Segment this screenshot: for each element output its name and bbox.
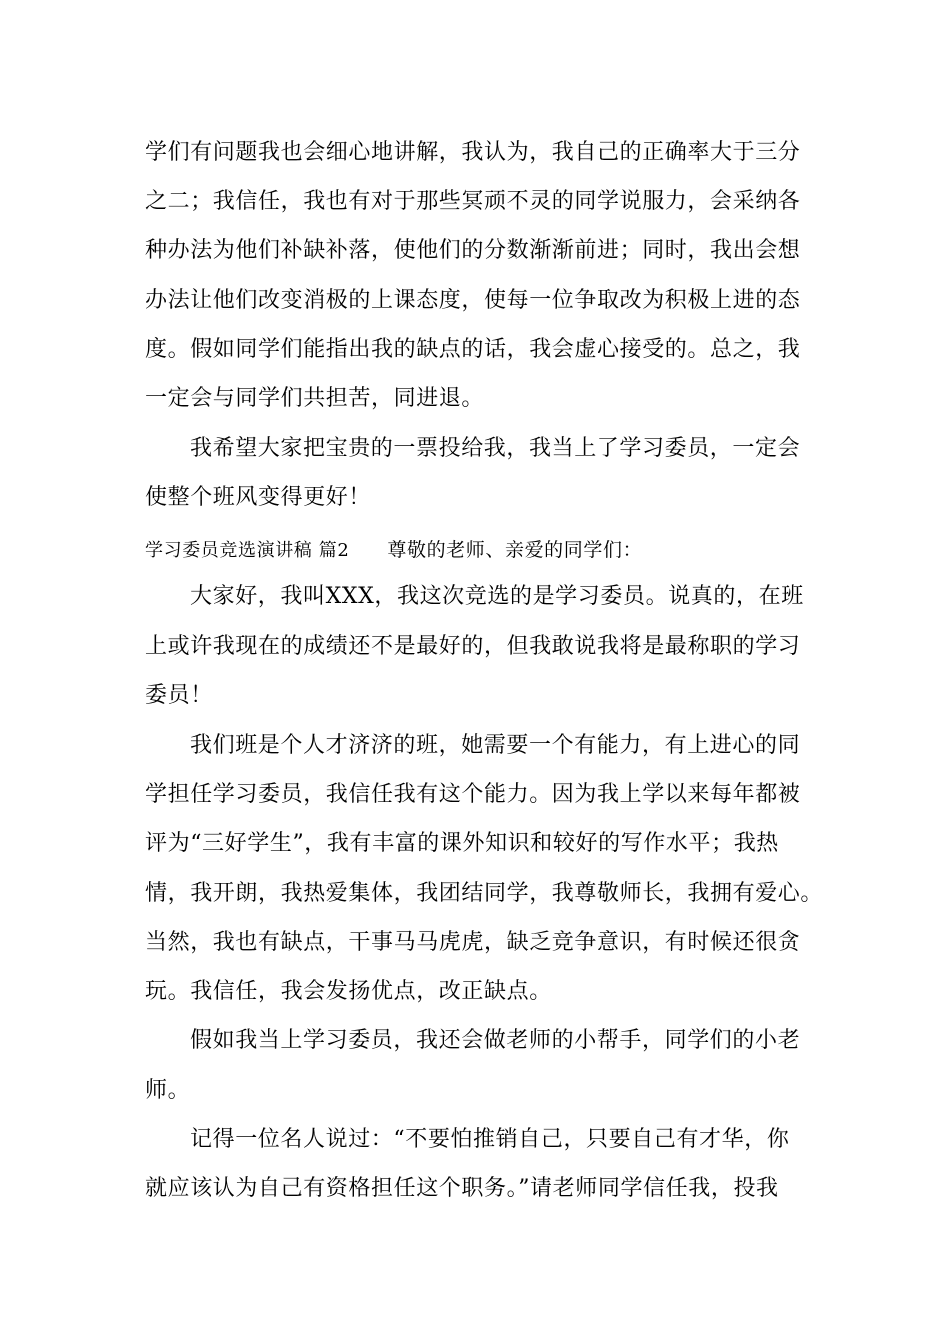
paragraph-line: 假如我当上学习委员，我还会做老师的小帮手，同学们的小老 [190,1028,801,1053]
section-heading [145,534,642,566]
paragraph-line: 学担任学习委员，我信任我有这个能力。因为我上学以来每年都被 [145,782,801,807]
paragraph-line: 上或许我现在的成绩还不是最好的，但我敢说我将是最称职的学习 [145,634,801,659]
paragraph-line: 就应该认为自己有资格担任这个职务。”请老师同学信任我，投我 [145,1176,779,1201]
paragraph-line: 委员！ [145,683,213,708]
paragraph-line: 我希望大家把宝贵的一票投给我，我当上了学习委员，一定会 [190,436,801,461]
paragraph-line: 大家好，我叫XXX，我这次竞选的是学习委员。说真的，在班 [190,584,804,609]
paragraph-line: 度。假如同学们能指出我的缺点的话，我会虚心接受的。总之，我 [145,337,801,362]
paragraph-line: 当然，我也有缺点，干事马马虎虎，缺乏竞争意识，有时候还很贪 [145,930,801,955]
section-title: 学习委员竞选演讲稿 篇2 [145,540,350,561]
paragraph-line: 之二；我信任，我也有对于那些冥顽不灵的同学说服力，会采纳各 [145,189,801,214]
paragraph-line: 种办法为他们补缺补落，使他们的分数渐渐前进；同时，我出会想 [145,238,801,263]
paragraph-line: 使整个班风变得更好！ [145,485,372,510]
paragraph-line: 一定会与同学们共担苦，同进退。 [145,386,485,411]
paragraph-line: 办法让他们改变消极的上课态度，使每一位争取改为积极上进的态 [145,288,801,313]
paragraph-line: 评为“三好学生”，我有丰富的课外知识和较好的写作水平；我热 [145,831,779,856]
salutation: 尊敬的老师、亲爱的同学们： [387,539,643,561]
paragraph-line: 我们班是个人才济济的班，她需要一个有能力，有上进心的同 [190,733,801,758]
paragraph-line: 师。 [145,1078,191,1103]
paragraph-line: 记得一位名人说过：“不要怕推销自己，只要自己有才华，你 [190,1127,790,1152]
paragraph-line: 学们有问题我也会细心地讲解，我认为，我自己的正确率大于三分 [145,140,801,165]
paragraph-line: 情，我开朗，我热爱集体，我团结同学，我尊敬师长，我拥有爱心。 [145,881,824,906]
paragraph-line: 玩。我信任，我会发扬优点，改正缺点。 [145,979,552,1004]
